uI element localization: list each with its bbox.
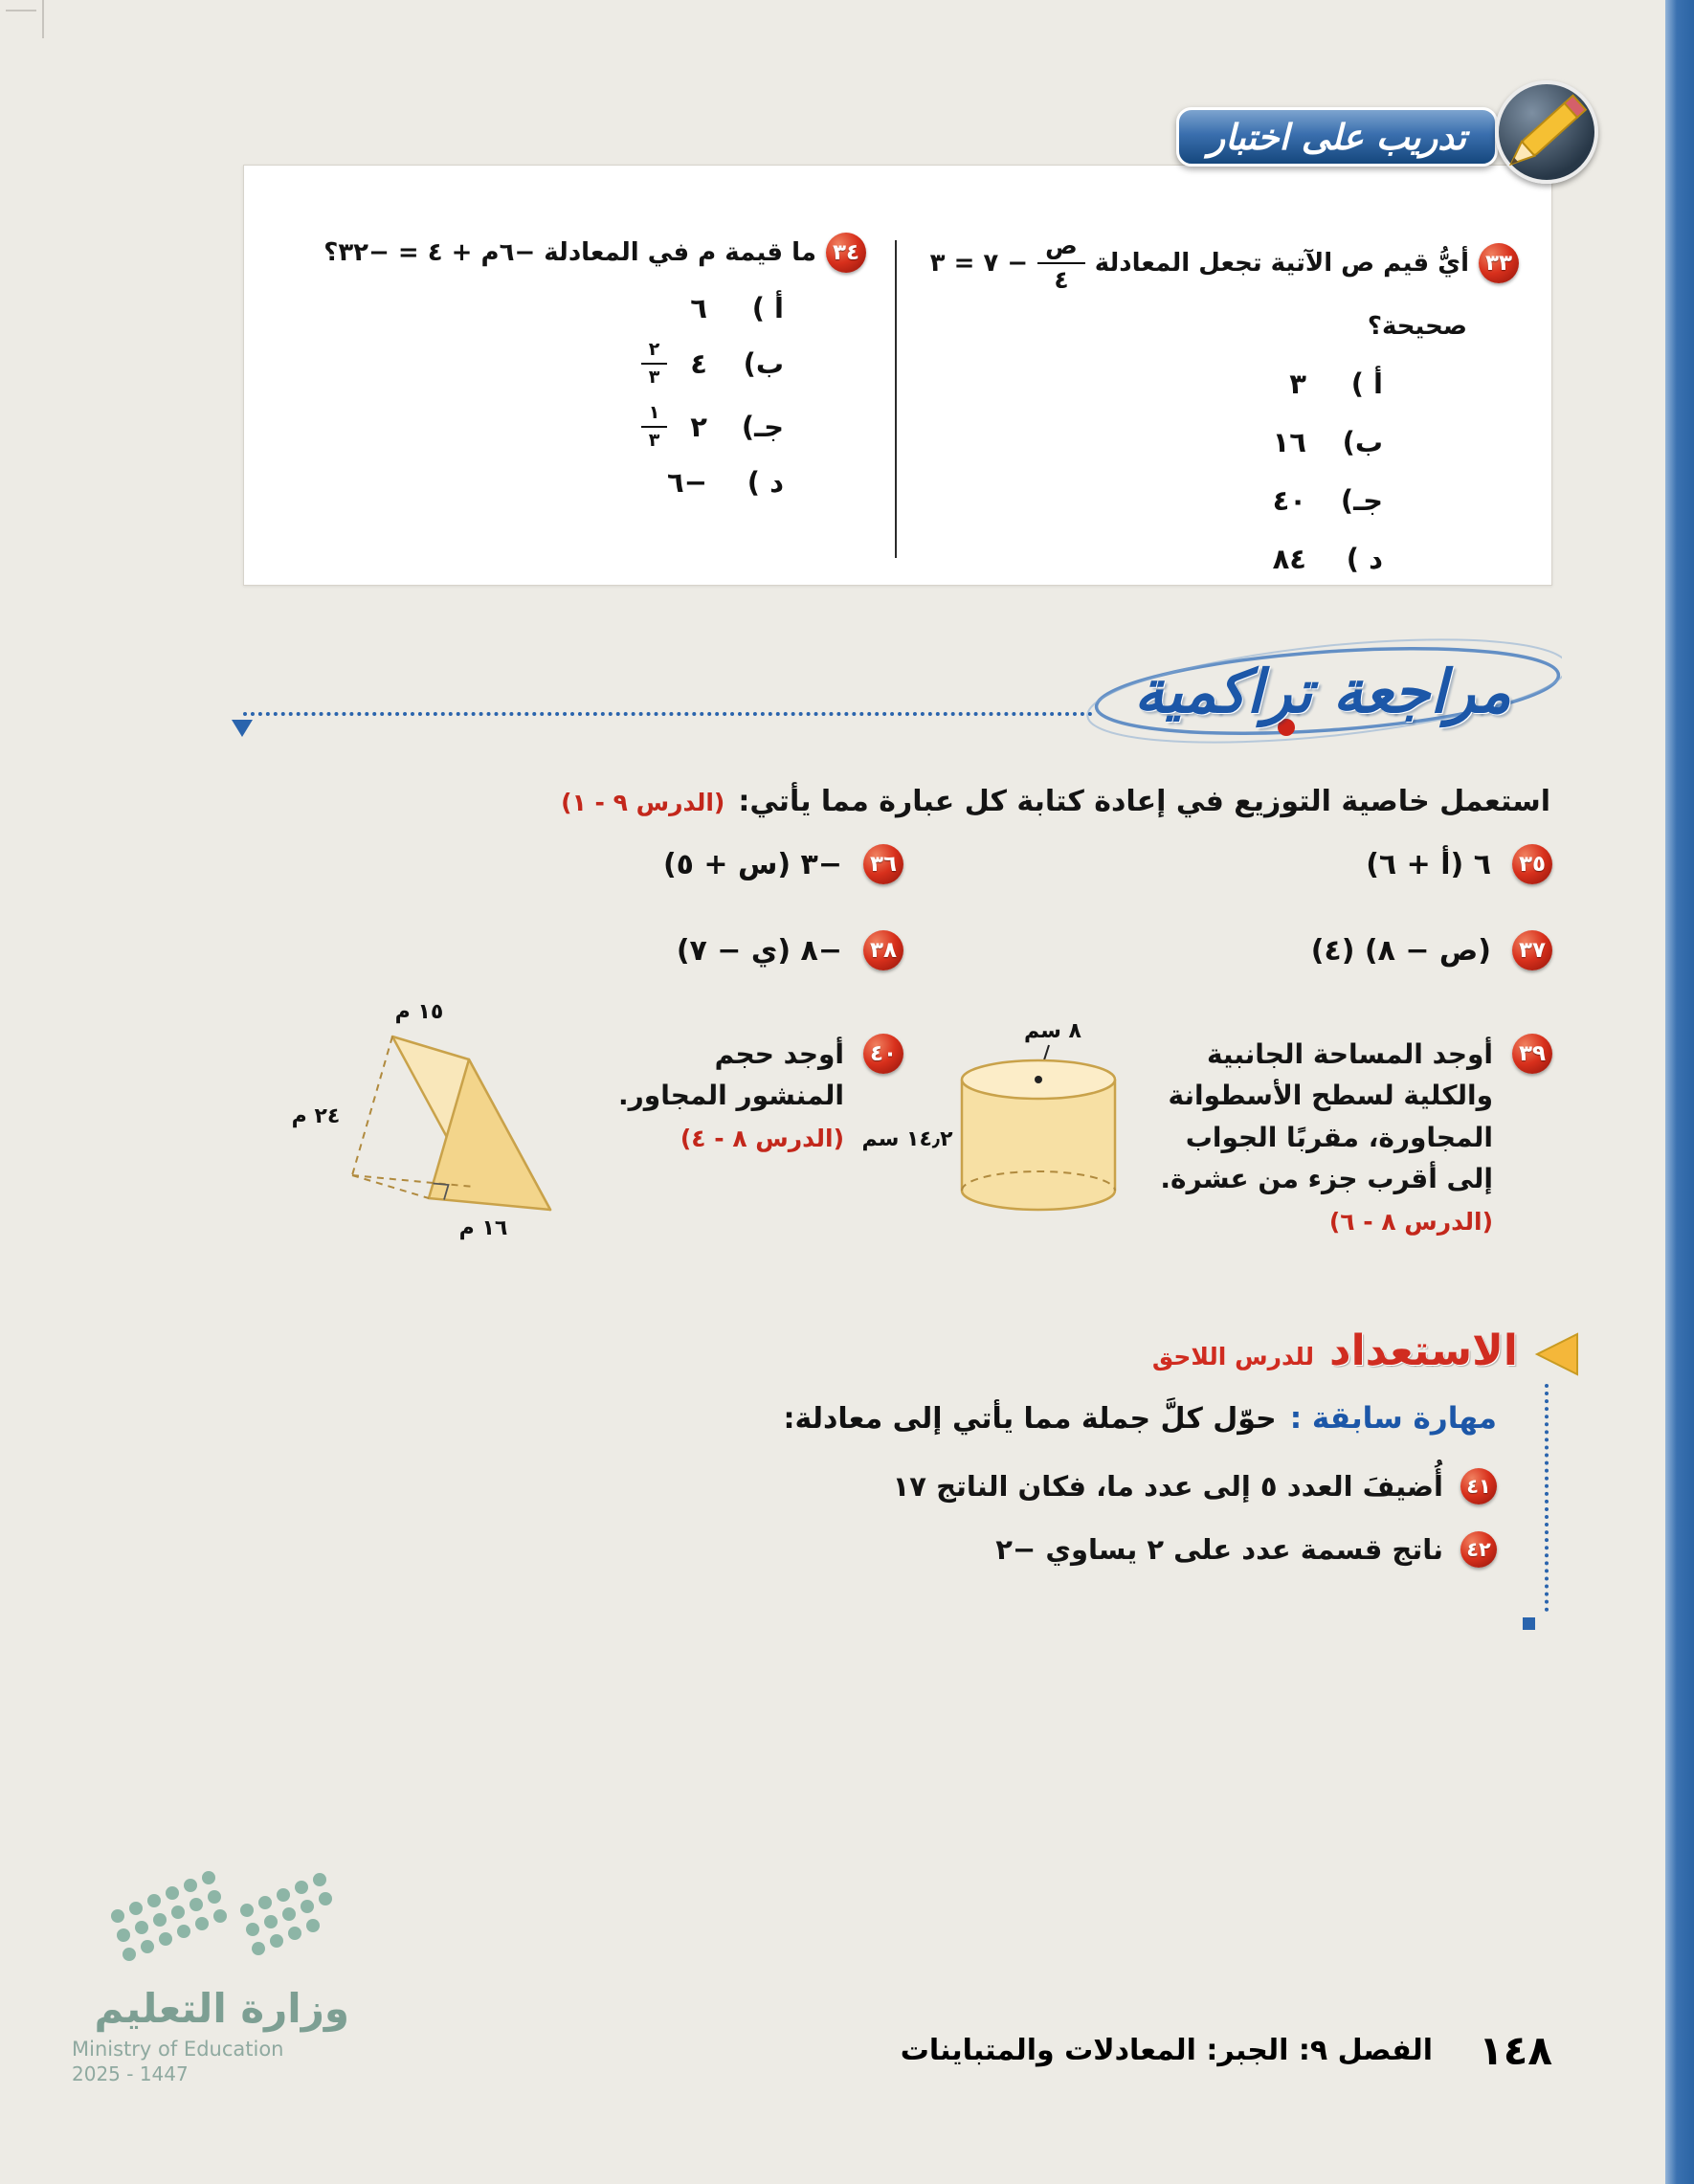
option-d [903, 543, 1383, 575]
lesson-reference: (الدرس ٨ - ٦) [1328, 1207, 1493, 1236]
prism-figure [287, 984, 574, 1242]
option-label: أ ) [1350, 368, 1383, 400]
prism-base-label: ١٦ م [458, 1216, 508, 1240]
question-34 [277, 233, 866, 499]
problem-expression: ٦ (أ + ٦) [1366, 847, 1491, 881]
review-instruction-text: استعمل خاصية التوزيع في إعادة كتابة كل عبارة مما يأتي: [738, 785, 1550, 818]
lesson-reference: (الدرس ٨ - ٤) [680, 1124, 844, 1152]
equation-tail: − ٧ = ٣ [929, 248, 1029, 278]
fraction-numerator: ٢ [641, 340, 668, 365]
option-a [903, 368, 1383, 400]
arrow-down-icon [232, 720, 253, 737]
option-label: ب) [743, 346, 784, 380]
question-33-line [903, 233, 1519, 293]
mixed-number-fraction [641, 403, 668, 451]
option-a [277, 292, 784, 324]
problem-39 [1103, 1034, 1552, 1241]
option-label: أ ) [751, 292, 784, 324]
problem-39-body: أوجد المساحة الجانبية والكلية لسطح الأسطوانة المجاورة، مقربًا الجواب إلى أقرب جزء من عشرة. [1160, 1038, 1493, 1195]
problem-expression: −٨ (ي − ٧) [676, 933, 842, 968]
problem-42-text: ناتج قسمة عدد على ٢ يساوي −٢ [995, 1533, 1443, 1566]
fraction-denominator: ٣ [648, 429, 660, 451]
crop-mark-vertical [42, 0, 44, 38]
option-label: جـ) [1340, 484, 1383, 517]
dotted-leader-line [243, 712, 1093, 716]
problem-35 [1366, 844, 1552, 884]
problem-41 [893, 1468, 1497, 1504]
option-d [277, 466, 784, 499]
option-label: جـ) [741, 410, 784, 443]
ministry-name-english: Ministry of Education [72, 2038, 284, 2061]
equation-fraction [1037, 233, 1085, 293]
ministry-years: 2025 - 1447 [72, 2062, 189, 2085]
ministry-name-arabic: وزارة التعليم [94, 1985, 349, 2032]
option-b [277, 340, 784, 388]
option-label: د ) [747, 465, 784, 499]
problem-42 [995, 1531, 1497, 1568]
ministry-logo [72, 1866, 349, 2085]
problem-40 [588, 1034, 903, 1158]
chapter-footer-text: الفصل ٩: الجبر: المعادلات والمتباينات [900, 2034, 1434, 2067]
option-b [903, 426, 1383, 458]
prep-title-sub: للدرس اللاحق [1151, 1343, 1314, 1371]
question-box [243, 165, 1552, 586]
option-value: −٦ [666, 465, 707, 499]
mixed-number-whole: ٤ [690, 346, 707, 380]
test-practice-badge-label: تدريب على اختبار [1208, 116, 1466, 158]
problem-number-badge: ٣٧ [1512, 930, 1552, 970]
cylinder-radius-label: ٨ سم [1024, 1019, 1081, 1043]
question-33-options [903, 368, 1383, 575]
crop-mark-horizontal [6, 10, 36, 11]
problem-number-badge: ٣٨ [863, 930, 903, 970]
problem-37 [1311, 930, 1552, 970]
fraction-numerator: ١ [641, 403, 668, 428]
page-edge-strip [1665, 0, 1694, 2184]
question-34-options [277, 292, 784, 499]
end-square-marker [1523, 1617, 1535, 1630]
yellow-arrow-icon [1531, 1330, 1583, 1378]
prior-skill-text: حوّل كلَّ جملة مما يأتي إلى معادلة: [783, 1402, 1277, 1436]
pencil-icon-drawing [1483, 69, 1610, 195]
pencil-icon [1495, 80, 1598, 184]
question-33-text: أيُّ قيم ص الآتية تجعل المعادلة [1094, 248, 1469, 278]
option-value: ٤٠ [1272, 484, 1306, 517]
lesson-reference: (الدرس ٩ - ١) [561, 789, 725, 816]
problem-40-body: أوجد حجم المنشور المجاور. [618, 1038, 844, 1112]
mixed-number-whole: ٢ [690, 410, 707, 443]
cylinder-figure [861, 1016, 1158, 1241]
review-instruction [561, 785, 1550, 818]
problem-41-text: أُضيفَ العدد ٥ إلى عدد ما، فكان الناتج ١٧ [892, 1470, 1443, 1503]
problem-40-text [603, 1034, 844, 1158]
question-33 [903, 233, 1519, 575]
fraction-denominator: ٣ [648, 366, 660, 388]
problem-number-badge: ٣٥ [1512, 844, 1552, 884]
prior-skill-line [784, 1401, 1497, 1436]
dotted-vertical-line [1545, 1384, 1549, 1612]
option-value: ٨٤ [1272, 543, 1306, 575]
option-c [277, 403, 784, 451]
column-divider [895, 240, 897, 558]
option-value: ٣ [1289, 368, 1306, 400]
test-practice-badge [1176, 107, 1498, 167]
question-33-text-2: صحيحة؟ [1367, 312, 1467, 341]
problem-36 [663, 844, 903, 884]
problem-expression: −٣ (س + ٥) [662, 847, 842, 881]
problem-39-text [1141, 1034, 1493, 1241]
option-value: ٦ [690, 292, 707, 324]
problem-number-badge: ٣٦ [863, 844, 903, 884]
problem-38 [677, 930, 903, 970]
ministry-logo-dots [110, 1866, 349, 1973]
problem-number-badge: ٤٢ [1460, 1531, 1497, 1568]
review-heading [1083, 635, 1562, 748]
problem-number-badge: ٤١ [1460, 1468, 1497, 1504]
problem-expression: (ص − ٨) (٤) [1310, 933, 1491, 968]
fraction-numerator: ص [1037, 233, 1085, 264]
question-34-text: ما قيمة م في المعادلة −٦م + ٤ = −٣٢؟ [323, 238, 816, 267]
question-34-line [277, 233, 866, 273]
problem-number-badge: ٣٩ [1512, 1034, 1552, 1074]
option-c [903, 484, 1383, 517]
option-value: ١٦ [1272, 426, 1306, 458]
problem-number-badge: ٤٠ [863, 1034, 903, 1074]
problem-number-badge: ٣٣ [1479, 243, 1519, 283]
option-label: د ) [1346, 543, 1383, 575]
review-heading-text: مراجعة تراكمية [1134, 657, 1511, 726]
problem-number-badge: ٣٤ [826, 233, 866, 273]
page-number: ١٤٨ [1479, 2027, 1552, 2074]
prep-title-main: الاستعداد [1329, 1326, 1518, 1375]
fraction-denominator: ٤ [1054, 265, 1069, 294]
page-footer [901, 2027, 1552, 2074]
mixed-number-fraction [641, 340, 668, 388]
prism-height-label: ٢٤ م [291, 1104, 341, 1128]
prior-skill-label: مهارة سابقة : [1289, 1401, 1497, 1436]
option-label: ب) [1342, 426, 1383, 458]
prep-section-title [1152, 1326, 1518, 1375]
prism-depth-label: ١٥ م [394, 1000, 444, 1024]
cylinder-center-dot [1035, 1076, 1042, 1083]
cylinder-height-label: ١٤٫٢ سم [861, 1127, 953, 1151]
